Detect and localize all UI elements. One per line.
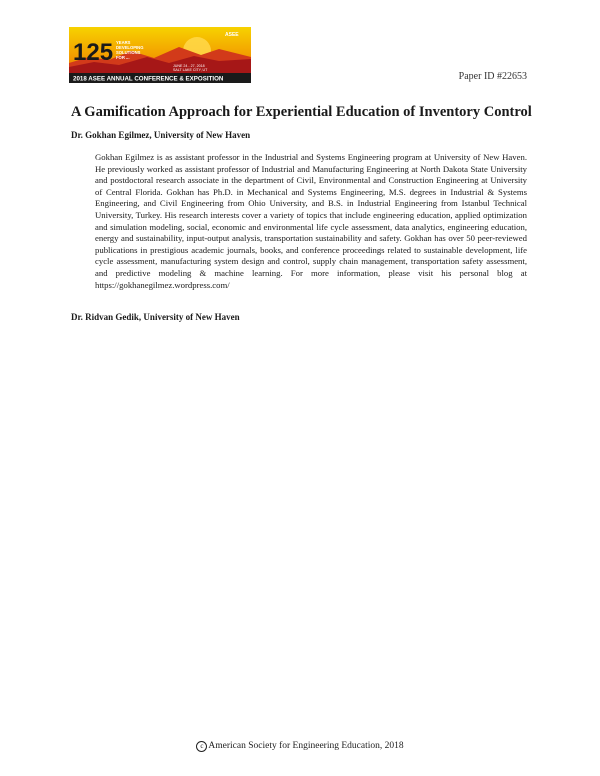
author-bio-1: Gokhan Egilmez is as assistant professor in the Industrial and Systems Engineering program at University of New Haven. He previously worked as assistant professor of Industrial and Manufacturing Engineering at North Dakota State University and postdoctoral research associate in the department of Civil, Environmental and Construction Engineering at University of Central Florida. Gokhan has Ph.D. in Mechanical and Systems Engineering, M.S. degrees in Industrial & Systems Engineering, and Civil Engineering from Ohio University, and B.S. in Industrial Engineering from Istanbul Technical University, Turkey. His research interests cover a variety of topics that include engineering education, applied optimization and simulation modeling, social, economic and environmental life cycle assessment, data analytics, engineering education, energy and sustainability, input-output analysis, transportation sustainability and safety. Gokhan has over 50 peer-reviewed publications in prestigious academic journals, books, and conference proceedings related to sustainable development, life cycle assessment, manufacturing system design and control, supply chain management, transportation safety assessment, and predictive modeling & machine learning. For more information, please visit his personal blog at https://gokhanegilmez.wordpress.com/ bbox=[95, 152, 527, 290]
logo-years-line-4: FOR ... bbox=[116, 55, 130, 60]
logo-number: 125 bbox=[73, 39, 114, 66]
logo-location-line-2: SALT LAKE CITY, UT bbox=[173, 68, 208, 72]
copyright-icon: c bbox=[196, 741, 207, 752]
logo-years-line-2: DEVELOPING bbox=[116, 45, 144, 50]
copyright-footer bbox=[0, 741, 600, 752]
conference-logo-graphic bbox=[69, 27, 251, 83]
paper-title: A Gamification Approach for Experiential Education of Inventory Control bbox=[71, 104, 532, 120]
copyright-text: American Society for Engineering Education, 2018 bbox=[208, 741, 404, 751]
logo-years-line-1: YEARS bbox=[116, 40, 131, 45]
author-name-2: Dr. Ridvan Gedik, University of New Haven bbox=[71, 312, 240, 322]
logo-years-line-3: SOLUTIONS bbox=[116, 50, 141, 55]
paper-id: Paper ID #22653 bbox=[458, 71, 527, 82]
author-name-1: Dr. Gokhan Egilmez, University of New Haven bbox=[71, 130, 251, 140]
logo-banner-text: 2018 ASEE ANNUAL CONFERENCE & EXPOSITION bbox=[73, 75, 224, 83]
logo-corner-text: ASEE bbox=[225, 32, 239, 38]
conference-logo bbox=[69, 27, 251, 83]
logo-location-line-1: JUNE 24 - 27, 2018 bbox=[173, 64, 205, 68]
